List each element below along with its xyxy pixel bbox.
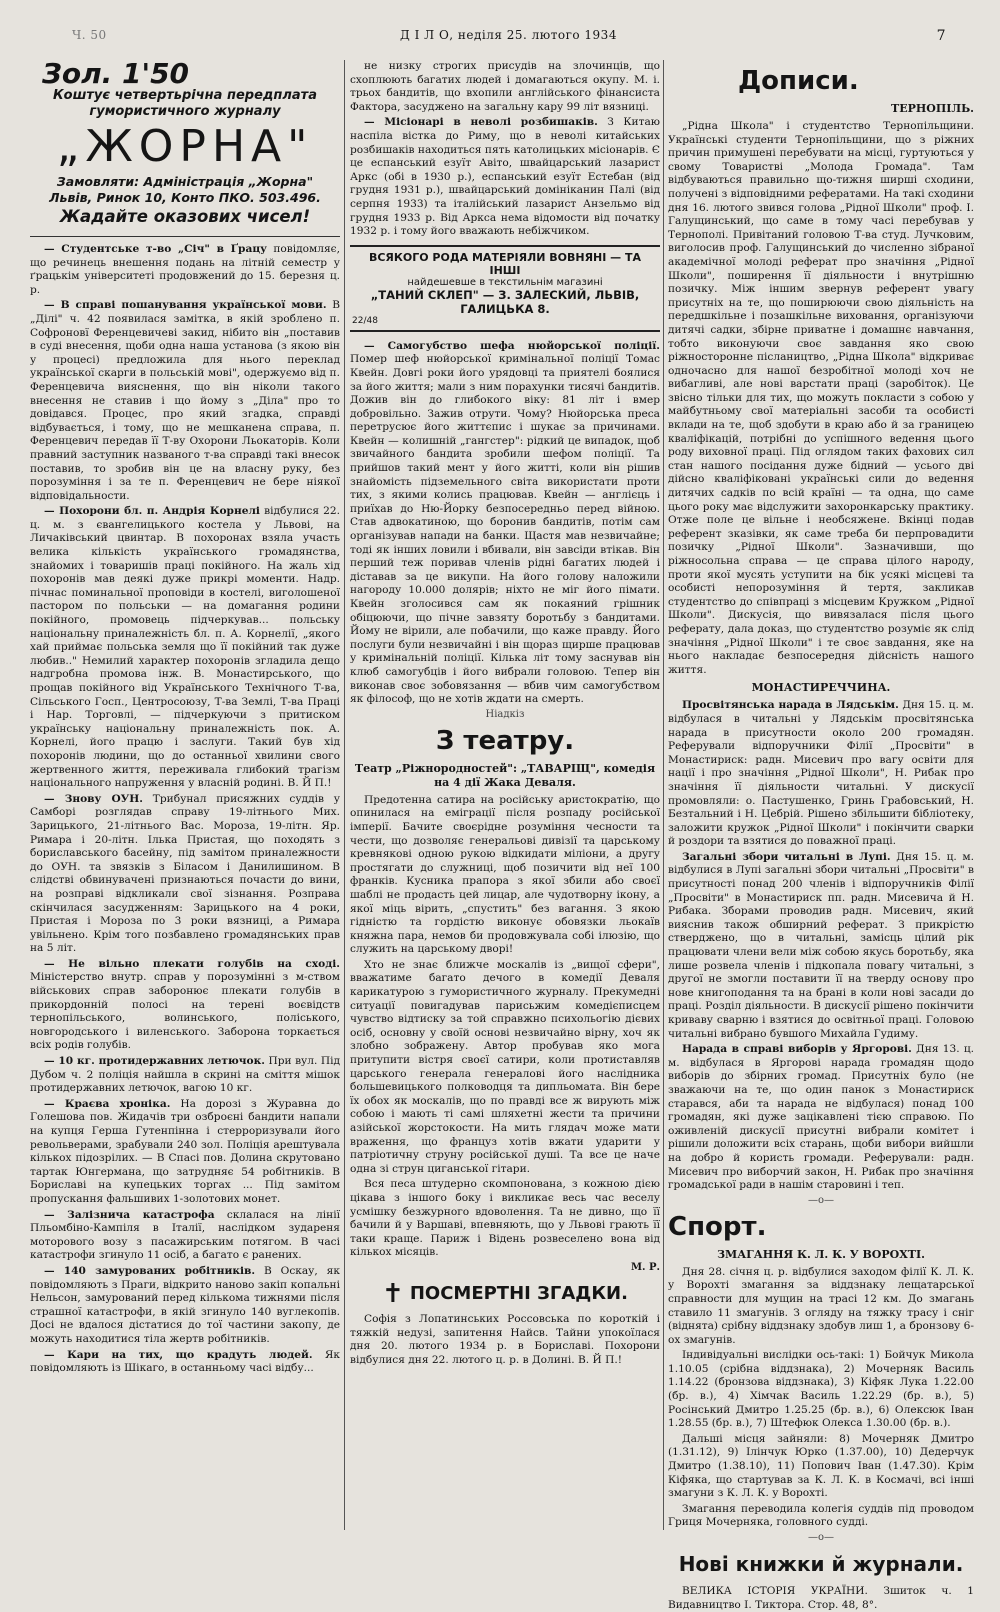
obituary-text: Софія з Лопатинських Россовська по короткій і тяжкій недузі, запитення Найсв. Тайни упокоїлася дня 20. лютого 1934 р. в Бориславі. Похорони відбулися дня 22. лютого ц. р. в Долині. В. Й П.! xyxy=(350,1312,660,1366)
news-item-text: Дня 15. ц. м. відбулися в Лупі загальні збори читальні „Просвіти" в присутності понад 200 членів і відпоручників Філії „Просвіти" в Монастириск пп. радн. Мисевича й Н. Рибака. Зборами проводив радн. Мисевич, який вияснив також обширний реферат. З прикрістю стверджено, що в читальні, замісць цілий рік працювати члени вели між собою якусь боротьбу, яка лише розвела членів і підкопала повагу читальні, з другої не змогли поставити її на тверду основу про нове книгоподання та на брані в коли нові засади до праці. Розділ діяльности. В дискусії рішено покінчити криваву сварню і взятися до освітньої праці. Головою читальні вибрано бувшого Михайла Гудиму. xyxy=(668,850,974,1040)
news-items-col1 xyxy=(30,243,340,1376)
ad-line-1: Коштує четвертьрічна передплата xyxy=(53,88,317,103)
sport-subtitle: ЗМАГАННЯ К. Л. К. У ВОРОХТІ. xyxy=(717,1247,925,1261)
theatre-subtitle: Театр „Ріжнородностей": „ТАВАРІЩ", комедія на 4 дії Жака Деваля. xyxy=(354,761,656,789)
theatre-paragraph-3: Вся песа штудерно скомпонована, з кожною дією цікава з іншого боку і викликає весь час веселу усмішку безжурного вдоволення. Та не дивно, що її бачили й у Варшаві, впевняють, що у Львові грають її таки краще. Париж і Відень розвеселено вона від кількох місяців. xyxy=(350,1178,660,1259)
news-items-col2-top xyxy=(350,60,660,239)
textile-advertisement xyxy=(350,245,660,332)
sport-paragraph-4: Змагання переводила колегія суддів під проводом Гриця Мочерняка, головного судді. xyxy=(668,1502,974,1529)
news-item-lead: — Залізнича катастрофа xyxy=(44,1208,215,1221)
masthead xyxy=(60,26,970,50)
books-text: ВЕЛИКА ІСТОРІЯ УКРАЇНИ. Зшиток ч. 1 Видавництво І. Тикторa. Стор. 48, 8°. xyxy=(668,1585,974,1611)
ad-price: Зол. 1'50 xyxy=(42,57,190,90)
monastyrska-items xyxy=(668,699,974,1192)
masthead-left: Ч. 50 xyxy=(72,28,107,42)
news-item-lead: — Місіонарі в неволі розбишаків. xyxy=(364,116,598,129)
theatre-paragraph-2: Хто не знає ближче москалів із „вищої сфери", вважатиме багато дечого в комедії Деваля карикатурою з гумористичного журналу. Прекумедні ситуації повигадував парисьжим комедієписцем чувство відтиску за той справжно психольогію дієвих осіб, основну у своїй основі незвичайно вірну, хоч як злобно зображену. Автор пробував яко мога притупити вістря своєї сатири, коли протиставляв царського генерала генералові його наслідника большевицького полководця та дипльомата. Він бере їх обох як москалів, що по правді все ж вирують між собою і мають ті самі шляхетні жести та причини азійської жорстокости. На мить глядач може мати враження, що француз хотів вжати ударити у патріотичну струну російської душі. Та все це наче одна зі струн циганської гітари. xyxy=(350,958,660,1175)
textile-ad-line-1: ВСЯКОГО РОДА МАТЕРІЯЛИ ВОВНЯНІ — ТА ІНШІ xyxy=(368,250,642,277)
news-item-text: При вул. Під Дубом ч. 2 поліція найшла в скрині на сміття мішок протидержавних летючок, вагою 10 кг. xyxy=(30,1055,341,1095)
ad-title: „ЖОРНА" xyxy=(56,121,314,172)
news-item-lead: — Не вільно плекати голубів на сході. xyxy=(44,957,340,970)
news-item-text: повідомляє, що речинець внешення подань на літній семестр у ґрацькім університеті продовжений до 15. березня ц. р. xyxy=(30,243,340,296)
news-item-lead: — Самогубство шефа нюйорської поліції. xyxy=(364,339,660,352)
news-item-lead: Просвітянська нарада в Лядськім. xyxy=(682,699,899,712)
news-item xyxy=(668,1043,974,1193)
news-item xyxy=(30,1098,340,1207)
theatre-divider: Ніадкіз xyxy=(485,708,525,720)
news-item-lead: — В справі пошанування української мови. xyxy=(44,299,327,312)
books-heading: Нові книжки й журнали. xyxy=(678,1552,964,1576)
column-rule-1 xyxy=(344,60,345,1530)
masthead-date: Д І Л О, неділя 25. лютого 1934 xyxy=(400,28,617,42)
news-item-lead: Нарада в справі виборів у Яргорові. xyxy=(682,1043,912,1056)
news-item-text: Трибунал присяжних суддів у Самборі розглядав справу 19-літнього Мих. Зарицького, 21-літнього Вас. Мороза, 19-літн. Яр. Римара і 20-літн. Ількa Пристая, що походять з бориславського басейну, під замітом приналежности до ОУН. та звязків з Біласом і Данилишином. В слідстві обвинувачені признаються почасти до вини, на розправі відкликали свої зізнання. Розправа скінчилася засудженням: Зарицького на 4 роки, Пристая і Мороза по 3 роки вязниці, а Римара увільнено. Крім того позбавлено громадянських прав на 5 літ. xyxy=(30,792,340,955)
sport-paragraph-2: Індивідуальні вислідки ось-такі: 1) Бойчук Микола 1.10.05 (срібна віддзнака), 2) Мочерняк Василь 1.14.22 (бронзова віддзнака), 3) Кіфяк Лука 1.22.00 (бр. в.), 4) Хімчак Василь 1.22.29 (бр. в.), 5) Росінський Дмитро 1.25.25 (бр. в.), 6) Олексюк Іван 1.28.55 (бр. в.), 7) Штефюк Олекса 1.30.00 (бр. в.). xyxy=(668,1349,974,1430)
sport-paragraph-3: Дальші місця зайняли: 8) Мочерняк Дмитро (1.31.12), 9) Ілінчук Юрко (1.37.00), 10) Дедерчук Дмитро (1.38.10), 11) Попович Іван (1.47.30). Крім Кіфяка, що стартував за К. Л. К. в Космачі, всі інші змагуни з К. Л. К. у Ворохті. xyxy=(668,1432,974,1500)
news-item xyxy=(668,699,974,849)
column-rule-2 xyxy=(663,60,664,1530)
theatre-heading: З театру. xyxy=(435,725,575,756)
news-item xyxy=(30,1209,340,1263)
textile-ad-line-2: найдешевше в текстильнім магазині xyxy=(407,276,603,288)
news-item xyxy=(30,505,340,790)
textile-ad-line-3: „ТАНИЙ СКЛЕП" — З. ЗАЛЕСКИЙ, ЛЬВІВ, xyxy=(370,287,640,302)
theatre-paragraph-1: Предотенна сатира на російську аристократію, що опинилася на еміграції після розпаду російської імперії. Бачите своєрідне розуміння чесности та чести, що дозволяє генеральові дивізії та царському кревнякові одною рукою відкидати міліони, а другу простягати до служниці, щоб позичити від неї 100 франків. Кусника прапора з якої збили або своєї шаблі не продасть цей лицар, але чудотворну ікону, а якої міць вірить, „спустить" без вагання. З якою гідністю та гордістю виконує обовязки льокаїв княжна пара, немов би продовжувала собі ілюзію, що служить на царському дворі! xyxy=(350,793,660,956)
cross-icon: ✝ xyxy=(382,1278,404,1309)
ternopil-place: ТЕРНОПІЛЬ. xyxy=(891,102,974,115)
news-item-text: Дня 15. ц. м. відбулася в читальні у Лядськім просвітянська нарада в присутности около 200 громадян. Реферували відпоручники Філії „Просвіти" в Монастириск: радн. Мисевич про вагу освіти для нації і про значіння „Рідної Школи", Н. Рибак про значіння її діяльности читальні. У дискусії промовляли: о. Пастушенко, Гринь Грабовський, Н. Безтальний і Н. Цебрій. Рішено збільшити бібліотеку, заложити кружок „Рідної Школи" і покінчити сварки й роздори та взятися до поважної праці. xyxy=(668,699,974,848)
news-item-lead: Загальні збори читальні в Лупі. xyxy=(682,850,891,863)
news-item xyxy=(30,243,340,297)
news-item-lead: — Кари на тих, що крадуть людей. xyxy=(44,1348,313,1361)
news-item-text: В Оскау, як повідомляють з Праги, відкрито наново закіп копальні Нельсон, замурований перед кількома тижнями після страшної катастрофи, в якій згинуло 140 вуглекопів. Досі не вдалося дістатися до тої частини закопу, де можуть находитися тіла жертв робітників. xyxy=(30,1264,340,1345)
news-item xyxy=(350,60,660,114)
sport-paragraph-1: Дня 28. січня ц. р. відбулися заходом філії К. Л. К. у Ворохті змагання за віддзнаку лещатарської справности для мущин на трасі 12 км. До змагань ставило 11 змагунів. З огляду на тяжку трасу і сніг (віднята) срібну віддзнаку здобув лиш 1, а бронзову 6-ох змагунів. xyxy=(668,1265,974,1346)
obituary-heading: ПОСМЕРТНІ ЗГАДКИ. xyxy=(409,1282,628,1304)
news-item-text: Міністерство внутр. справ у порозумінні з м-ством військових справ заборонює плекати голубів в прикордонній полосі на терені воєвідств тернопільського, волинського, поліського, новгородського і виленського. Заборона торкається всіх родів голубів. xyxy=(30,971,340,1052)
zhorna-advertisement xyxy=(30,57,340,237)
column-3 xyxy=(668,60,975,1611)
news-item xyxy=(30,958,340,1053)
news-item-text: склалася на лінії Пльомбіно-Кампіля в Італії, наслідком зудареня моторового возу з пасажирським потягом. В часі катастрофи згинуло 11 осіб, а багато є ранених. xyxy=(30,1208,340,1262)
news-items-col2-mid xyxy=(350,340,660,707)
sport-heading: Спорт. xyxy=(668,1211,767,1242)
news-item-text: Як повідомляють із Шікаго, в останньому часі відбу... xyxy=(30,1348,340,1375)
news-item-text: Дня 13. ц. м. відбулася в Яргорові нарада громадян щодо виборів до збірних громад. Присутніх було (не зважаючи на те, що один панок з Монастириск старався, аби та нарада не відбулася) понад 100 громадян, які дуже зацікавлені тією справою. По оживленій дискусії присутні вибрали комітет і рішили доложити всіх старань, щоби вибори вийшли на добро й користь громади. Реферували: радн. Мисевич про виборчий закон, Н. Рибак про значіння громадської ради в нашім старовині і теп. xyxy=(668,1043,975,1192)
ad-order-2: Львів, Ринок 10, Конто ПКО. 503.496. xyxy=(49,190,321,205)
news-item-lead: — Похорони бл. п. Андрія Корнелі xyxy=(44,505,260,518)
ad-order-1: Замовляти: Адміністрація „Жорна" xyxy=(56,174,314,189)
ad-slogan: Жадайте оказових чисел! xyxy=(59,207,311,226)
news-item-text: В „Ділі" ч. 42 появилася замітка, в якій зроблено п. Софроновї Ференцевичеві закид, нібито він „поставив в суді внесення, щоби одна наша установа (з якою він у процесі) предложила для нього переклад української скарги в польській мові", одержуємо від п. Ференцевича вияснення, що він ніколи такого внесення не ставив і що йому з „Діла" про то довідався. Процес, про який згадка, справді відбувається, і тому, що не мешканена справа, п. Ференцевич передав її Т-ву Охорони Льокаторів. Коли правний заступник названого т-ва справді такі внесок поставив, то зробив він це на власну руку, без порозуміння і за те п. Ференцевич не бере ніякої відповідальности. xyxy=(30,299,340,502)
news-item-text: З Китаю наспіла вістка до Риму, що в неволі китайських розбишаків находиться пять католицьких місіонарів. Є це еспанський езуїт Авіто, швайцарський лазарист Аркс (обі в 1930 р.), еспанський езуїт Естебан (від грудня 1931 р.), швайцарський домініканин Палі (від серпня 1933) та італійський лазарист Анзельмо від грудня 1933 р. Від Аркса нема відомости від початку 1932 р. і тому його вважають небіжчиком. xyxy=(350,116,660,238)
theatre-signature: М. Р. xyxy=(630,1261,660,1273)
textile-ad-code: 22/48 xyxy=(352,315,378,326)
page-number: 7 xyxy=(936,28,946,44)
news-item-text: На дорозі з Журавна до Голешова пов. Жидачів три озброєні бандити напали на купця Герша Гутенпінна і стерроризували його револьверами, зрабували 240 зол. Поліція арештувала кількох підозрілих. — В Спасі пов. Долина скрутовано тартак Юнгермана, що затрудняє 54 робітників. В Бориславі на купецьких торгах ... Під замітом пропускання фальшивих 1-золотових монет. xyxy=(30,1097,340,1205)
news-item xyxy=(30,1265,340,1347)
column-1 xyxy=(30,57,341,1535)
news-item xyxy=(30,793,340,956)
news-item-lead: — Студентське т-во „Січ" в Ґрацу xyxy=(44,243,267,255)
books-divider: —o— xyxy=(807,1532,835,1543)
obituary-heading-block xyxy=(350,1279,660,1309)
textile-ad-line-4: ГАЛИЦЬКА 8. xyxy=(460,301,550,316)
ternopil-text: „Рідна Школа" і студентство Тернопільщини. Українські студенти Тернопільщини, що з ріжних причин примушені перебувати на місці, гуртуються у свому Товаристві „Молода Громада". Там відбуваються правильно що-тижня ширші сходини, получені з відповідними рефератами. На такі сходини дня 16. лютого звився голова „Рідної Школи" проф. І. Галущинський, що саме в тому часі перебував у Тернополі. Привітаний головою Т-ва студ. Лучковим, виголосив проф. Галущинський до численно зібраної академічної молоді реферат про значіння „Рідної Школи", поширення її діяльности і внутрішню позичку. Між іншим звернув референт увагу присутніх на те, що поширюючи свою діяльність на передшкільне і позашкільне виховання, організуючи дитячі садки, збірне приватне і домашнє навчання, тобто виконуючи своє завдання яко свою ріжносторонне післаництво, „Рідна Школа" відкриває одночасно для нашої безробітної молоді хоч не вибагливі, але нові варстати праці (заробіток). Це звісно тільки для тих, що можуть покласти з собою у майбутньому свої матеріальні засоби та особисті вклади на те, щоб здобути в краю або й за границею кваліфікацій, потрібні до успішного ведення цього роду виховної праці. Під оглядом таких фахових сил стан нашого посідання дуже бідний — усього дві дійсно кваліфіковані українські сили до ведення дитячих садків по всій країні — та одна, що саме цього року має відслужити захоронкарську практику. Отже поле це вільне і необсяжене. Вкінці подав референт зказівки, як саме треба би перпровадити позичку „Рідної Школи". Зазначивши, що ріжносольна справа — це справа цілого народу, проти якої мусять уступити на бік усякі місцеві та особисті непорозуміння й тертя, закликав студентство до співпраці з місцевим Кружком „Рідної Школи". Дискусія, що вивязалася після цього реферату, дала доказ, що студентство розуміє як слід значіння „Рідної Школи" і те своє завдання, яке на нього накладає безпосередня дійсність нашого життя. xyxy=(668,120,975,676)
news-item-text: відбулися 22. ц. м. з євангелицького костела у Львові, на Личаківський цвинтар. В похоронах взяла участь велика кількість українського громадянства, знайомих і товаришів праці покійного. На жаль хід похоронів мав деякі дуже прикрі моменти. Надр. пічнас поминальної проповіди в костелі, виголошеної пастором по польськи — на домагання родини покійного, промовець підчеркував... польську національну приналежність бл. п. А. Корнелії, „якого хай приймає польська земля що її покійний так дуже любив.." Немилий характер похоронів згладила дещо надгробна промова інж. В. Монастирського, що прощав покійного від Українського Технічного Т-ва, Сільського Госп., Центросоюзу, Т-ва Землі, Т-ва Праці і Нар. Торговлі, — підчеркуючи з притиском українську національну приналежність пок. А. Корнелі, його працю і заслуги. Такий був хід похоронів людини, що до останньої хвилини свого жертвенного життя, переживала глибокий трагізм національного напруження у власній родині. В. Й П.! xyxy=(30,505,340,790)
news-item xyxy=(30,1349,340,1376)
monastyrska-place: МОНАСТИРЕЧЧИНА. xyxy=(751,681,891,695)
news-item xyxy=(30,1055,340,1096)
news-item-lead: — Краєва хроніка. xyxy=(44,1097,171,1110)
news-item-text: Помер шеф нюйорської кримінальної поліції Томас Квейн. Довгі роки його урядовці та приятелі боялися за його життя; мали з ним порахунки тисячі бандитів. Дожив він до глибокого віку: 81 літ і вмер добровільно. Зажив отрути. Чому? Нюйорська преса перетрусює його життєпис і шукає за причинами. Квейн — колишній „гангстер": рідкий це випадок, щоб звичайного бандита зробили шефом поліції. Та прийшов такий мент у його житті, коли він рішив знайомість підземельного світа використати проти тих, з якими колись працював. Квейн — англієць і приїхав до Ню-Йорку безпосередньо перед війною. Став адвокатиною, що боронив бандитів, потім сам організував напади на банки. Щастя мав незвичайне; тоді як інших ловили і вбивали, він завсіди втікав. Він перший теж поривав членів рідні багатих людей і діставав за це викупи. На його голову наложили нагороду 10.000 долярів; ніхто не міг його пімати. Квейн зголосився сам як покаяний грішник обіцюючи, що пічне завзяту боротьбу з бандитами. Йому не вірили, але побачили, що каже правду. Його послуги були незвичайні і він щораз щирше працював у кримінальній поліції. Кілька літ тому заснував він клюб самогубців і його вибрали головою. Тепер він виконав своє зобовязання — вбив чим самогубством як філософ, що не хотів ждати на смерть. xyxy=(350,353,660,706)
news-item-lead: — Знову ОУН. xyxy=(44,792,143,805)
ad-line-2: гумористичного журналу xyxy=(89,104,281,119)
news-item-text: не низку строгих присудів на злочинців, що схоплюють багатих людей і домагаються окупу. М. і. трьох бандитів, що вхопили англійського фінансиста Фактора, засуджено на загальну кару 99 літ вязниці. xyxy=(350,60,660,113)
column-2 xyxy=(350,60,660,1535)
correspondence-heading: Дописи. xyxy=(738,66,859,96)
news-item-lead: — 140 замурованих робітників. xyxy=(44,1264,256,1277)
news-item xyxy=(668,851,974,1041)
news-item xyxy=(350,340,660,707)
news-item-lead: — 10 кг. протидержавних летючок. xyxy=(44,1055,265,1068)
news-item xyxy=(30,299,340,503)
news-item xyxy=(350,116,660,238)
sport-divider: —o— xyxy=(807,1194,835,1206)
